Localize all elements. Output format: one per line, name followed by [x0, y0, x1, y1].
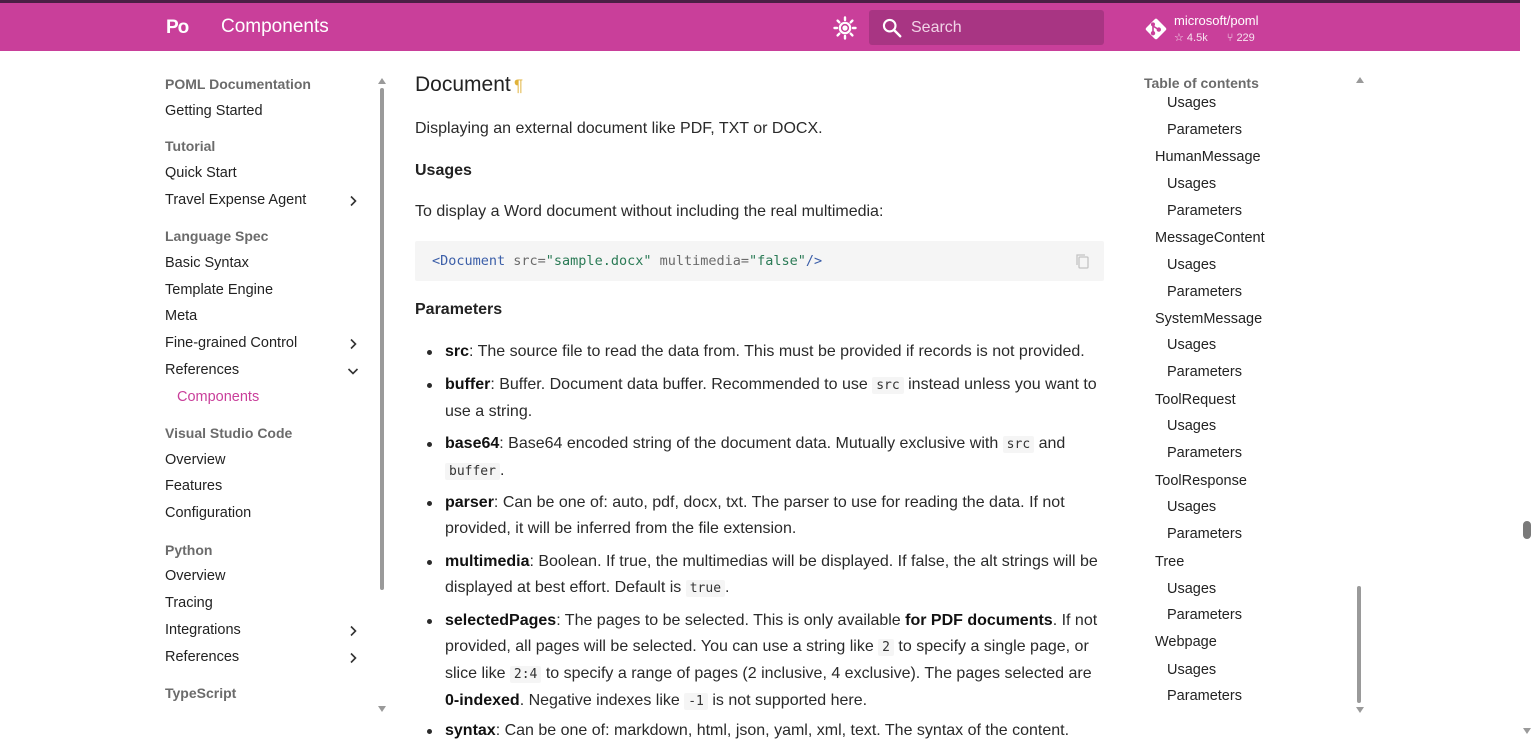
anchor-link-icon[interactable]: ¶ [514, 76, 524, 95]
nav-item-label: Fine-grained Control [165, 335, 298, 351]
nav-item-quick-start[interactable]: Quick Start [165, 165, 237, 181]
inline-code: -1 [684, 693, 708, 710]
section-heading: Document [415, 73, 511, 96]
toc-item-usages[interactable]: Usages [1167, 418, 1217, 434]
repo-forks: ⑂ 229 [1226, 32, 1255, 44]
code-value-src: "sample.docx" [545, 253, 652, 269]
toc-item-systemmessage[interactable]: SystemMessage [1155, 311, 1263, 327]
search-icon [881, 17, 903, 39]
intro-text: Displaying an external document like PDF, TXT or DOCX. [415, 120, 823, 137]
toc-item-parameters[interactable]: Parameters [1167, 526, 1242, 542]
sidebar-scroll-up-arrow[interactable] [378, 78, 386, 84]
stars-count: 4.5k [1186, 32, 1208, 44]
param-base64 [445, 431, 1105, 485]
chevron-right-icon[interactable] [346, 651, 360, 665]
toc-item-toolrequest[interactable]: ToolRequest [1155, 392, 1236, 408]
param-buffer [445, 372, 1105, 425]
param-desc: : Can be one of: auto, pdf, docx, txt. The parser to use for reading the data. If not provided, it will be inferred from the file extension. [445, 494, 1065, 537]
repo-name: microsoft/poml [1174, 13, 1259, 28]
page-scrollbar-thumb[interactable] [1523, 521, 1531, 539]
nav-item-references[interactable] [165, 362, 370, 378]
chevron-right-icon[interactable] [346, 194, 360, 208]
nav-item-integrations[interactable] [165, 622, 370, 638]
page-scroll-down-arrow[interactable] [1523, 728, 1531, 734]
nav-item-label: Integrations [165, 622, 241, 638]
toc-item-parameters[interactable]: Parameters [1167, 122, 1242, 138]
toc-item-parameters[interactable]: Parameters [1167, 284, 1242, 300]
nav-item-meta[interactable]: Meta [165, 308, 198, 324]
brightness-icon[interactable] [833, 16, 857, 40]
top-app-bar [0, 0, 1520, 51]
chevron-right-icon[interactable] [346, 624, 360, 638]
toc-item-webpage[interactable]: Webpage [1155, 634, 1217, 650]
param-desc: to specify a single page, or slice like [445, 638, 1089, 682]
table-of-contents [1144, 96, 1354, 706]
param-name: syntax [445, 722, 496, 739]
toc-item-toolresponse[interactable]: ToolResponse [1155, 473, 1247, 489]
nav-item-template-engine[interactable]: Template Engine [165, 282, 274, 298]
toc-scroll-up-arrow[interactable] [1356, 77, 1364, 83]
parameters-heading: Parameters [415, 301, 503, 318]
nav-item-label: Travel Expense Agent [165, 192, 307, 208]
nav-item-label: References [165, 649, 240, 665]
nav-item-travel-expense-agent[interactable] [165, 192, 370, 208]
toc-item-parameters[interactable]: Parameters [1167, 364, 1242, 380]
inline-code: src [872, 377, 903, 394]
param-desc: : Buffer. Document data buffer. Recommended to use [490, 376, 873, 393]
search-box[interactable] [869, 10, 1104, 45]
repo-facts [1174, 31, 1271, 44]
toc-item-parameters[interactable]: Parameters [1167, 607, 1242, 623]
toc-scroll-down-arrow[interactable] [1356, 707, 1364, 713]
nav-section-tutorial: Tutorial [165, 138, 216, 154]
inline-code: buffer [445, 463, 500, 480]
nav-item-basic-syntax[interactable]: Basic Syntax [165, 255, 249, 271]
toc-item-usages[interactable]: Usages [1167, 257, 1217, 273]
usages-heading: Usages [415, 162, 472, 179]
param-desc: to specify a range of pages (2 inclusive, 4 exclusive). The pages selected are [541, 665, 1092, 682]
code-attr-multimedia: multimedia= [651, 253, 750, 269]
param-name: base64 [445, 435, 500, 452]
usages-text: To display a Word document without including the real multimedia: [415, 203, 884, 220]
param-selected-pages [445, 608, 1105, 715]
toc-item-parameters[interactable]: Parameters [1167, 688, 1242, 704]
inline-code: 2:4 [510, 666, 541, 683]
nav-item-tracing[interactable]: Tracing [165, 595, 213, 611]
search-input[interactable] [911, 10, 1096, 45]
toc-item-usages[interactable]: Usages [1167, 499, 1217, 515]
nav-item-components[interactable]: Components [177, 389, 260, 405]
nav-item-python-overview[interactable]: Overview [165, 568, 226, 584]
toc-item-parameters[interactable]: Parameters [1167, 203, 1242, 219]
toc-item-usages[interactable]: Usages [1167, 581, 1217, 597]
param-name: selectedPages [445, 612, 557, 629]
toc-item-messagecontent[interactable]: MessageContent [1155, 230, 1265, 246]
param-syntax [445, 718, 1105, 744]
code-value-multimedia: "false" [749, 253, 806, 269]
nav-item-fine-grained-control[interactable] [165, 335, 370, 351]
emphasis: for PDF documents [905, 612, 1053, 629]
toc-item-parameters[interactable]: Parameters [1167, 445, 1242, 461]
param-src [445, 339, 1105, 365]
nav-item-label: References [165, 362, 240, 378]
param-desc: . [725, 579, 730, 596]
nav-item-configuration[interactable]: Configuration [165, 505, 252, 521]
toc-item-usages[interactable]: Usages [1167, 96, 1217, 111]
nav-item-features[interactable]: Features [165, 478, 223, 494]
toc-item-usages[interactable]: Usages [1167, 337, 1217, 353]
page-title: Components [221, 16, 329, 37]
param-desc: is not supported here. [707, 692, 868, 709]
forks-count: 229 [1236, 32, 1255, 44]
nav-section-language-spec: Language Spec [165, 228, 269, 244]
param-name: src [445, 343, 470, 360]
nav-section-visual-studio-code: Visual Studio Code [165, 425, 293, 441]
inline-code: src [1003, 436, 1034, 453]
nav-item-getting-started[interactable]: Getting Started [165, 103, 263, 119]
param-desc: instead unless you want to use a string. [445, 376, 1097, 420]
toc-item-usages[interactable]: Usages [1167, 176, 1217, 192]
param-desc: : Boolean. If true, the multimedias will be displayed. If false, the alt strings will be displayed at best effort. Default is [445, 553, 1098, 596]
code-tag-close: /> [805, 253, 823, 269]
param-desc: . [499, 462, 505, 479]
param-multimedia [445, 549, 1105, 602]
code-line [432, 253, 822, 269]
site-logo[interactable]: Po [166, 17, 189, 38]
param-desc: : Can be one of: markdown, html, json, yaml, xml, text. The syntax of the content. [495, 722, 1070, 739]
git-icon [1144, 17, 1168, 41]
toc-scrollbar-thumb[interactable] [1357, 586, 1361, 703]
param-desc: : The source file to read the data from. This must be provided if records is not provided. [469, 343, 1085, 360]
nav-section-poml-documentation: POML Documentation [165, 76, 311, 92]
param-name: multimedia [445, 553, 530, 570]
param-name: parser [445, 494, 494, 511]
toc-title: Table of contents [1144, 75, 1259, 91]
code-tag-open: <Document [432, 253, 506, 269]
sidebar-scrollbar-thumb[interactable] [380, 88, 384, 590]
emphasis: 0-indexed [445, 692, 520, 709]
nav-item-python-references[interactable] [165, 649, 370, 665]
repo-stars: ☆ 4.5k [1174, 32, 1208, 44]
param-desc: : Base64 encoded string of the document data. Mutually exclusive with [499, 435, 1003, 452]
nav-section-python: Python [165, 542, 213, 558]
inline-code: 2 [878, 639, 894, 656]
chevron-down-icon[interactable] [346, 364, 360, 378]
param-name: buffer [445, 376, 491, 393]
toc-item-humanmessage[interactable]: HumanMessage [1155, 149, 1261, 165]
code-block [415, 241, 1104, 281]
copy-icon[interactable] [1074, 253, 1090, 269]
code-attr-src: src= [505, 253, 546, 269]
param-desc: : The pages to be selected. This is only available [556, 612, 906, 629]
primary-navigation [165, 66, 375, 738]
param-desc: . Negative indexes like [519, 692, 685, 709]
inline-code: true [686, 580, 725, 597]
param-parser [445, 490, 1105, 542]
toc-item-tree[interactable]: Tree [1155, 554, 1185, 570]
param-desc: . If not provided, all pages will be selected. You can use a string like [445, 612, 1098, 655]
sidebar-scroll-down-arrow[interactable] [378, 706, 386, 712]
param-desc: and [1034, 435, 1066, 452]
toc-item-usages[interactable]: Usages [1167, 662, 1217, 678]
chevron-right-icon[interactable] [346, 337, 360, 351]
nav-section-typescript: TypeScript [165, 685, 237, 701]
nav-item-vscode-overview[interactable]: Overview [165, 452, 226, 468]
